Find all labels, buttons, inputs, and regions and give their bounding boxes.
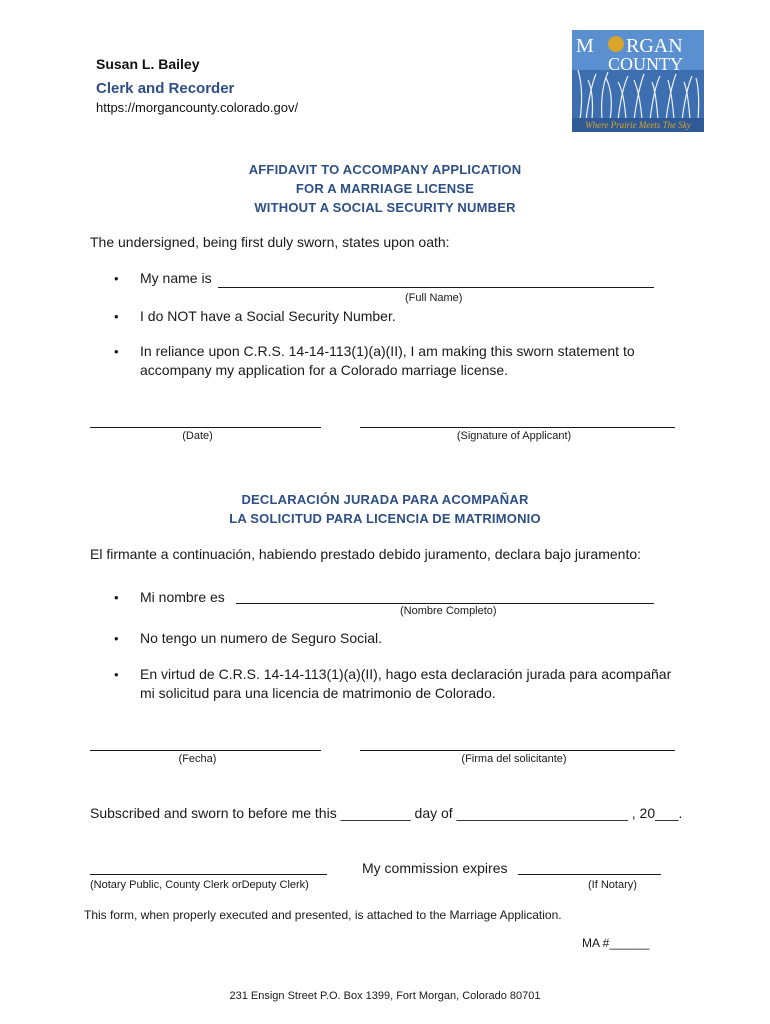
notary-caption: (Notary Public, County Clerk orDeputy Clerk) xyxy=(90,879,309,891)
morgan-county-logo xyxy=(572,30,704,132)
english-title-line: WITHOUT A SOCIAL SECURITY NUMBER xyxy=(254,200,516,215)
attachment-note: This form, when properly executed and presented, is attached to the Marriage Application. xyxy=(84,908,562,922)
spanish-title-line: LA SOLICITUD PARA LICENCIA DE MATRIMONIO xyxy=(229,511,541,526)
website-link[interactable]: https://morgancounty.colorado.gov/ xyxy=(96,100,299,115)
date-line[interactable] xyxy=(90,427,321,428)
spanish-reliance-line2: mi solicitud para una licencia de matrimonio de Colorado. xyxy=(140,685,496,701)
english-title-line: AFFIDAVIT TO ACCOMPANY APPLICATION xyxy=(248,162,522,177)
nombre-caption: (Nombre Completo) xyxy=(400,605,497,617)
clerk-name: Susan L. Bailey xyxy=(96,56,200,72)
english-reliance-line1: In reliance upon C.R.S. 14-14-113(1)(a)(II), I am making this sworn statement to xyxy=(140,343,635,359)
bullet-icon: • xyxy=(114,631,119,646)
commission-expires-line[interactable] xyxy=(518,874,661,875)
english-title-line: FOR A MARRIAGE LICENSE xyxy=(295,181,475,196)
spanish-name-label: Mi nombre es xyxy=(140,589,225,605)
english-reliance-line2: accompany my application for a Colorado marriage license. xyxy=(140,362,509,378)
spanish-intro: El firmante a continuación, habiendo prestado debido juramento, declara bajo juramento: xyxy=(90,546,642,562)
footer-address: 231 Ensign Street P.O. Box 1399, Fort Morgan, Colorado 80701 xyxy=(229,990,541,1002)
spanish-title xyxy=(0,490,770,528)
logo-word-county: COUNTY xyxy=(608,54,683,74)
if-notary-caption: (If Notary) xyxy=(588,879,637,891)
bullet-icon: • xyxy=(114,309,119,324)
fecha-caption: (Fecha) xyxy=(178,753,217,765)
english-no-ssn: I do NOT have a Social Security Number. xyxy=(140,308,396,324)
english-name-label: My name is xyxy=(140,270,212,286)
sworn-statement: Subscribed and sworn to before me this _________ day of ______________________ , 20___. xyxy=(90,805,683,821)
signature-line[interactable] xyxy=(360,427,675,428)
logo-tagline: Where Prairie Meets The Sky xyxy=(585,120,691,130)
nombre-line[interactable] xyxy=(236,603,654,604)
spanish-no-ssn: No tengo un numero de Seguro Social. xyxy=(140,630,383,646)
firma-caption: (Firma del solicitante) xyxy=(461,753,567,765)
bullet-icon: • xyxy=(114,344,119,359)
spanish-reliance-line1: En virtud de C.R.S. 14-14-113(1)(a)(II), hago esta declaración jurada para acompañar xyxy=(140,666,672,682)
spanish-title-line: DECLARACIÓN JURADA PARA ACOMPAÑAR xyxy=(241,492,529,507)
firma-line[interactable] xyxy=(360,750,675,751)
svg-text:RGAN: RGAN xyxy=(626,35,683,57)
english-title xyxy=(0,160,770,217)
full-name-line[interactable] xyxy=(218,287,654,288)
date-caption: (Date) xyxy=(182,430,213,442)
ma-number: MA #______ xyxy=(582,936,650,950)
signature-caption: (Signature of Applicant) xyxy=(456,430,572,442)
english-intro: The undersigned, being first duly sworn, states upon oath: xyxy=(90,234,450,250)
commission-expires-label: My commission expires xyxy=(362,860,508,876)
clerk-title: Clerk and Recorder xyxy=(96,80,235,97)
logo-word-morgan: M xyxy=(576,35,594,57)
bullet-icon: • xyxy=(114,667,119,682)
full-name-caption: (Full Name) xyxy=(405,292,463,304)
bullet-icon: • xyxy=(114,271,119,286)
bullet-icon: • xyxy=(114,590,119,605)
fecha-line[interactable] xyxy=(90,750,321,751)
notary-signature-line[interactable] xyxy=(90,874,327,875)
